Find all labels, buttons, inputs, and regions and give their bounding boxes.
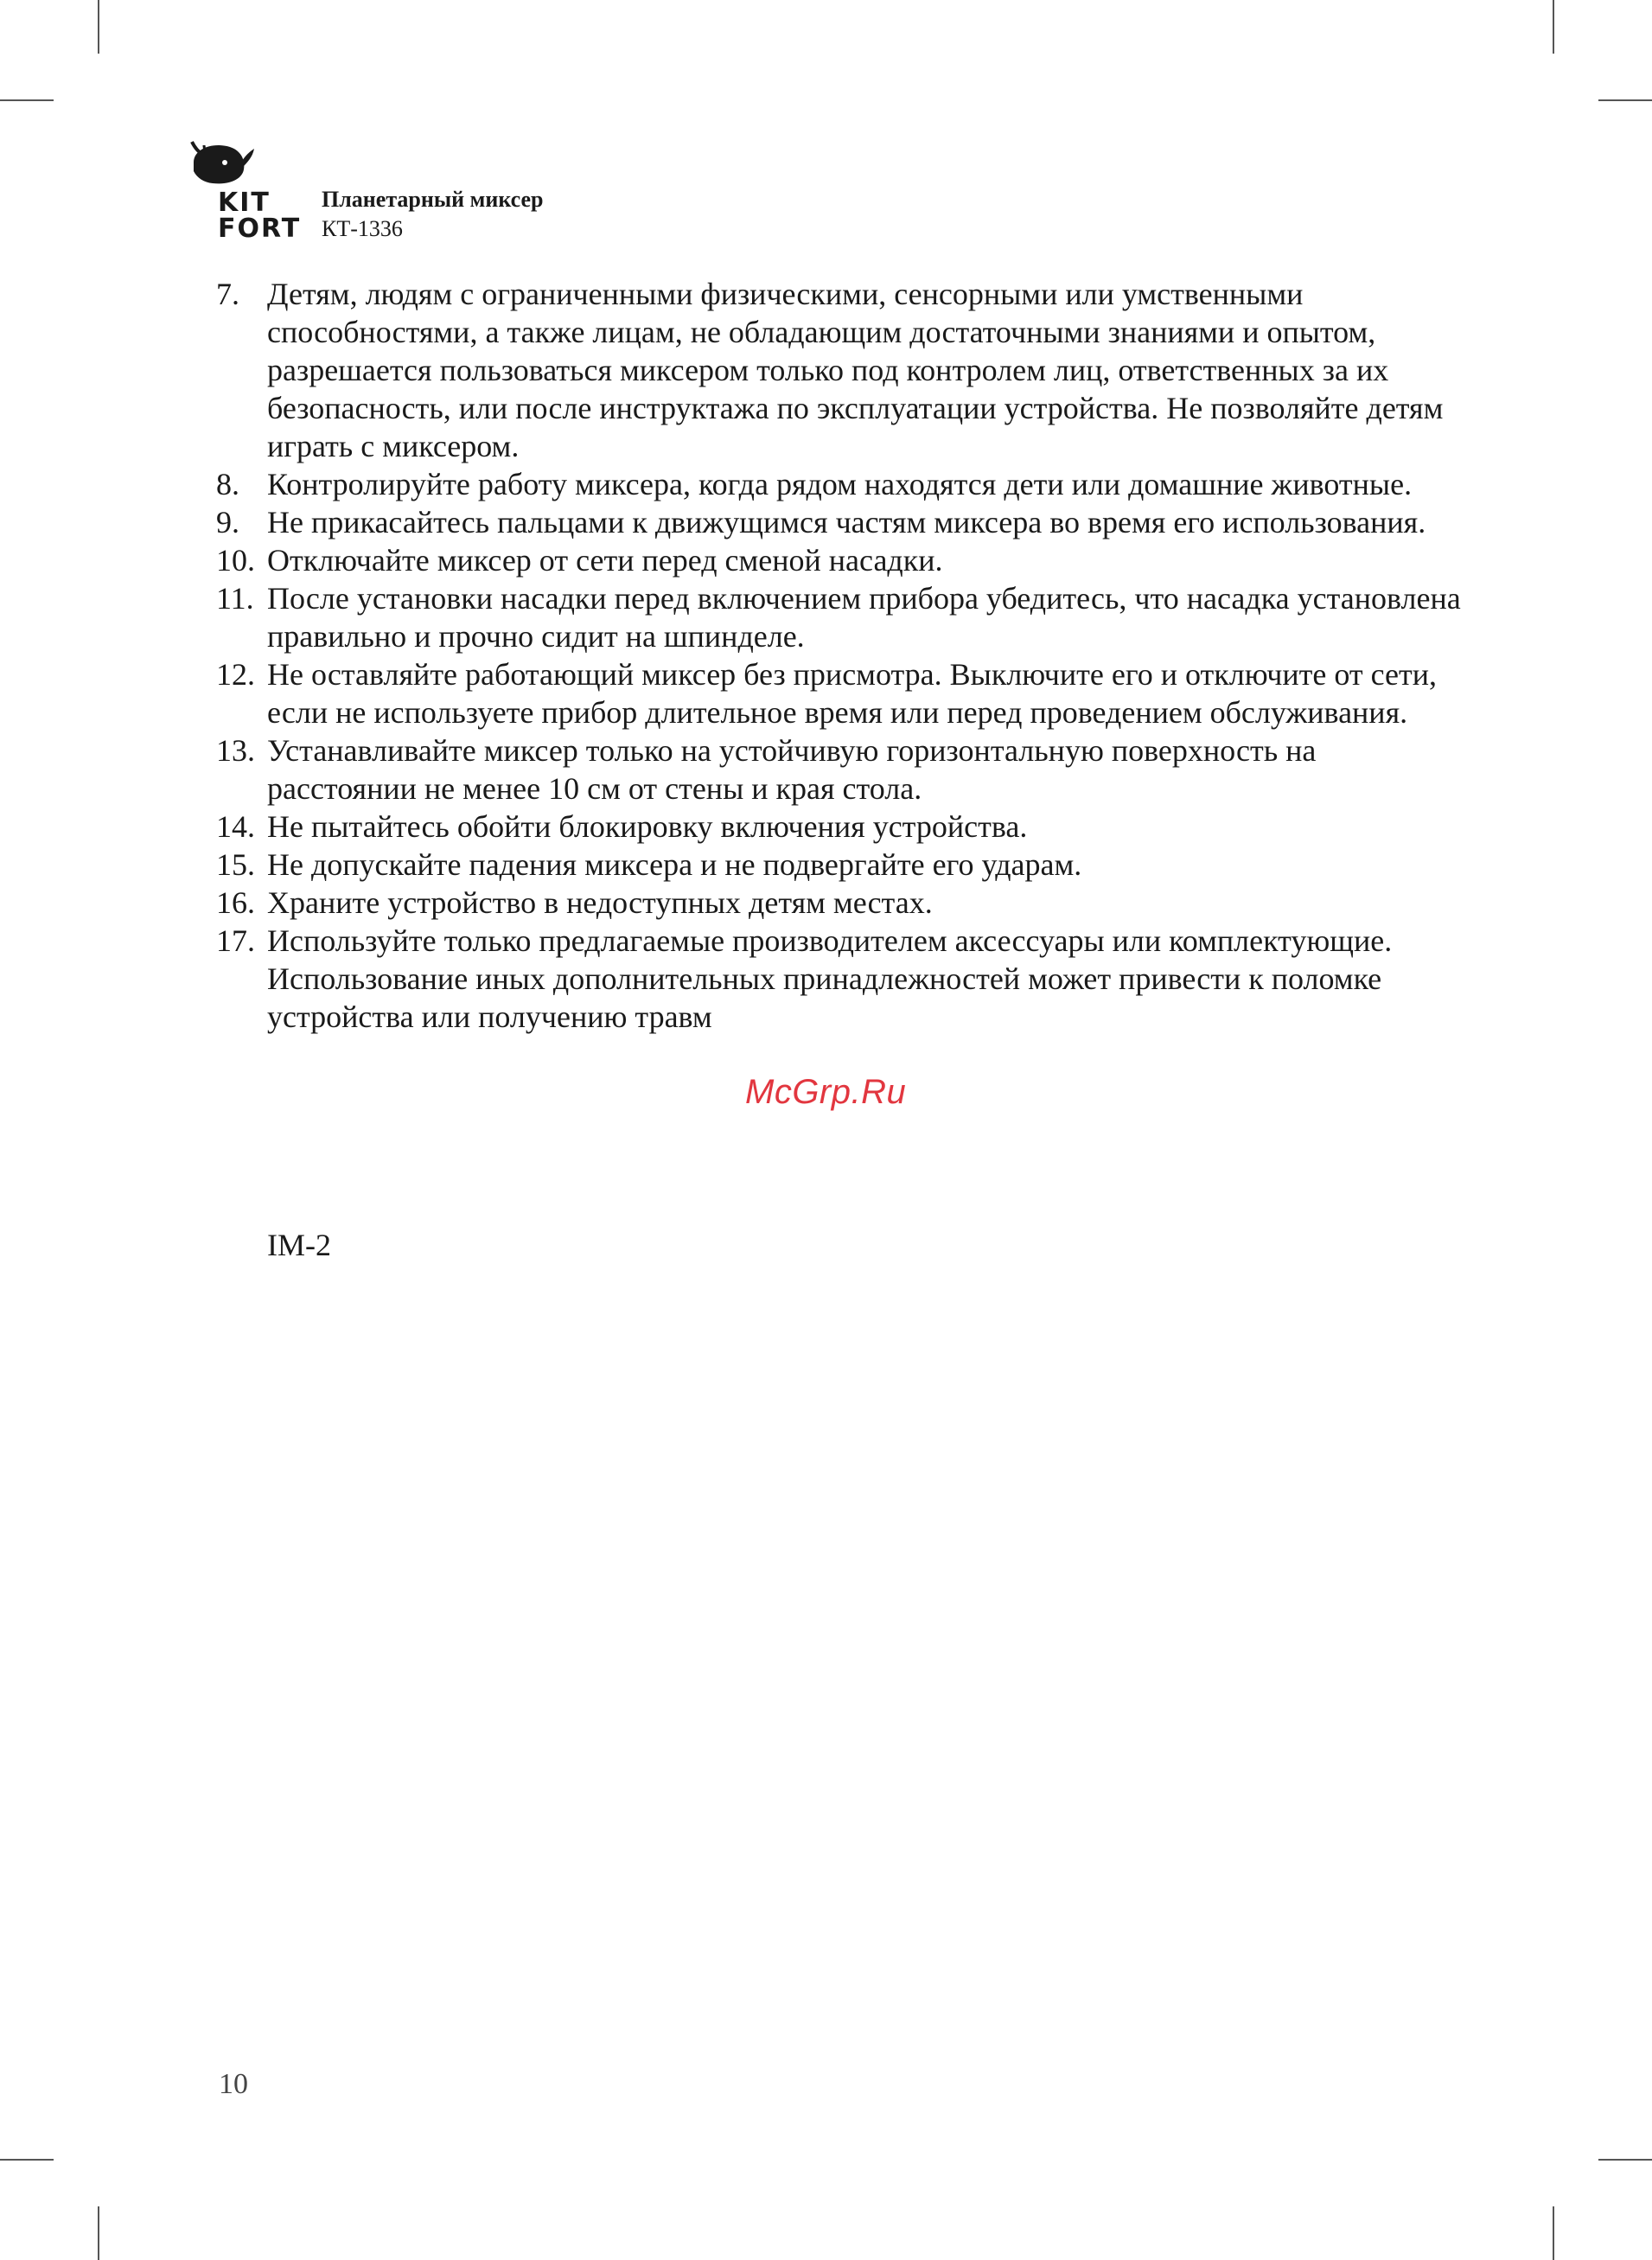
list-item (216, 503, 1470, 541)
logo-text-kit: KIT (218, 188, 271, 218)
document-code: IM-2 (267, 1228, 331, 1262)
item-text: Контролируйте работу миксера, когда рядом находятся дети или домашние животные. (267, 467, 1413, 501)
item-text: Устанавливайте миксер только на устойчивую горизонтальную поверхность на расстоянии не менее 10 см от стены и края стола. (267, 733, 1317, 806)
rules-list (216, 275, 1470, 1036)
item-number: 15. (216, 847, 255, 882)
crop-mark (1598, 99, 1652, 101)
page-header (187, 137, 705, 249)
item-number: 10. (216, 543, 255, 578)
product-title: Планетарный миксер (322, 187, 544, 212)
watermark-link[interactable]: McGrp.Ru (745, 1073, 907, 1111)
item-number: 11. (216, 581, 254, 616)
item-number: 16. (216, 885, 255, 920)
list-item (216, 541, 1470, 579)
item-text: Храните устройство в недоступных детям местах. (267, 885, 933, 920)
list-item (216, 922, 1470, 1036)
item-number: 8. (216, 467, 239, 501)
list-item (216, 275, 1470, 465)
crop-mark (98, 0, 99, 54)
crop-mark (0, 2159, 54, 2161)
list-item (216, 884, 1470, 922)
list-item (216, 655, 1470, 731)
item-number: 9. (216, 505, 239, 539)
kitfort-logo (187, 137, 308, 249)
item-number: 7. (216, 277, 239, 311)
list-item (216, 808, 1470, 846)
page-number: 10 (219, 2068, 248, 2100)
list-item (216, 731, 1470, 808)
item-number: 12. (216, 657, 255, 692)
item-number: 17. (216, 923, 255, 958)
list-item (216, 846, 1470, 884)
crop-mark (98, 2206, 99, 2260)
item-text: Не прикасайтесь пальцами к движущимся частям миксера во время его использования. (267, 505, 1426, 539)
crop-mark (1598, 2159, 1652, 2161)
list-item (216, 579, 1470, 655)
crop-mark (0, 99, 54, 101)
item-text: Не пытайтесь обойти блокировку включения устройства. (267, 809, 1028, 844)
crop-mark (1553, 2206, 1554, 2260)
product-model: КТ-1336 (322, 216, 403, 241)
item-text: Не оставляйте работающий миксер без присмотра. Выключите его и отключите от сети, если не используете прибор длительное время или перед проведением обслуживания. (267, 657, 1437, 730)
whale-icon (187, 137, 256, 188)
item-text: После установки насадки перед включением прибора убедитесь, что насадка установлена правильно и прочно сидит на шпинделе. (267, 581, 1461, 654)
safety-rules (216, 275, 1470, 1036)
item-text: Отключайте миксер от сети перед сменой насадки. (267, 543, 943, 578)
item-text: Не допускайте падения миксера и не подвергайте его ударам. (267, 847, 1082, 882)
item-number: 13. (216, 733, 255, 768)
logo-text-fort: FORT (218, 214, 302, 244)
item-text: Используйте только предлагаемые производителем аксессуары или комплектующие. Использование иных дополнительных принадлежностей может привести к поломке устройства или получению травм (267, 923, 1393, 1034)
list-item (216, 465, 1470, 503)
crop-mark (1553, 0, 1554, 54)
item-text: Детям, людям с ограниченными физическими, сенсорными или умственными способностями, а также лицам, не обладающим достаточными знаниями и опытом, разрешается пользоваться миксером только под контролем лиц, ответственных за их безопасность, или после инструктажа по эксплуатации устройства. Не позволяйте детям играть с миксером. (267, 277, 1444, 463)
item-number: 14. (216, 809, 255, 844)
